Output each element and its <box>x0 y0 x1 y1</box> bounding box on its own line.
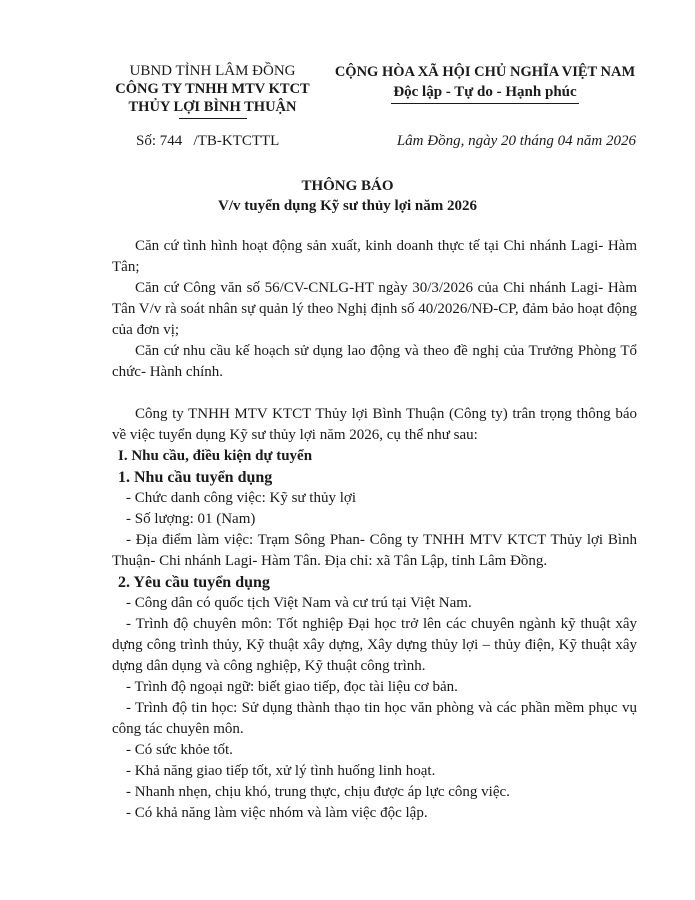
issuing-org-block <box>100 62 325 119</box>
national-motto: Độc lập - Tự do - Hạnh phúc <box>393 84 577 100</box>
list-item: - Có sức khỏe tốt. <box>126 742 233 758</box>
list-item: - Nhanh nhẹn, chịu khó, trung thực, chịu được áp lực công việc. <box>126 784 510 800</box>
parent-authority: UBND TỈNH LÂM ĐỒNG <box>129 63 296 79</box>
section-heading-1: I. Nhu cầu, điều kiện dự tuyển <box>118 448 313 464</box>
document-number-suffix: /TB-KTCTTL <box>193 133 280 149</box>
national-motto-block <box>320 62 650 104</box>
document-subject: V/v tuyển dụng Kỹ sư thủy lợi năm 2026 <box>217 198 478 214</box>
basis-paragraph-2: Căn cứ Công văn số 56/CV-CNLG-HT ngày 30/3/2026 của Chi nhánh Lagi- Hàm Tân V/v rà soát nhân sự quản lý theo Nghị định số 40/2026/NĐ-CP, đảm bảo hoạt động của đơn vị; <box>112 280 637 338</box>
list-item: - Chức danh công việc: Kỹ sư thủy lợi <box>126 490 356 506</box>
document-body <box>112 236 637 824</box>
list-item: - Trình độ ngoại ngữ: biết giao tiếp, đọc tài liệu cơ bản. <box>126 679 458 695</box>
company-name-line1: CÔNG TY TNHH MTV KTCT <box>115 81 310 97</box>
list-item: - Công dân có quốc tịch Việt Nam và cư trú tại Việt Nam. <box>126 595 472 611</box>
intro-paragraph: Công ty TNHH MTV KTCT Thủy lợi Bình Thuận (Công ty) trân trọng thông báo về việc tuyển dụng Kỹ sư thủy lợi năm 2026, cụ thể như sau: <box>112 406 637 443</box>
list-item: - Địa điểm làm việc: Trạm Sông Phan- Công ty TNHH MTV KTCT Thủy lợi Bình Thuận- Chi nhánh Lagi- Hàm Tân. Địa chỉ: xã Tân Lập, tỉnh Lâm Đồng. <box>112 532 637 569</box>
list-item: - Khả năng giao tiếp tốt, xử lý tình huống linh hoạt. <box>126 763 436 779</box>
subsection-heading-2: 2. Yêu cầu tuyển dụng <box>118 574 270 591</box>
document-title: THÔNG BÁO <box>301 178 394 194</box>
org-underline <box>179 118 247 119</box>
subsection-heading-1: 1. Nhu cầu tuyển dụng <box>118 469 273 486</box>
list-item: - Trình độ chuyên môn: Tốt nghiệp Đại học trở lên các chuyên ngành kỹ thuật xây dựng công trình thủy, Kỹ thuật xây dựng, Xây dựng thủy lợi – thủy điện, Kỹ thuật xây dựng dân dụng và công nghiệp, Kỹ thuật công trình. <box>112 616 637 674</box>
list-item: - Số lượng: 01 (Nam) <box>126 511 256 527</box>
basis-paragraph-3: Căn cứ nhu cầu kế hoạch sử dụng lao động và theo đề nghị của Trưởng Phòng Tổ chức- Hành chính. <box>112 343 637 380</box>
company-name-line2: THỦY LỢI BÌNH THUẬN <box>128 99 297 115</box>
list-item: - Trình độ tin học: Sử dụng thành thạo tin học văn phòng và các phần mềm phục vụ công tác chuyên môn. <box>112 700 637 737</box>
basis-paragraph-1: Căn cứ tình hình hoạt động sản xuất, kinh doanh thực tế tại Chi nhánh Lagi- Hàm Tân; <box>112 238 637 275</box>
document-number-prefix: Số: 744 <box>136 133 183 149</box>
national-title: CỘNG HÒA XÃ HỘI CHỦ NGHĨA VIỆT NAM <box>334 64 636 80</box>
document-date: Lâm Đồng, ngày 20 tháng 04 năm 2026 <box>396 133 636 149</box>
list-item: - Có khả năng làm việc nhóm và làm việc độc lập. <box>126 805 428 821</box>
motto-underline <box>391 103 579 104</box>
document-number <box>136 133 279 150</box>
